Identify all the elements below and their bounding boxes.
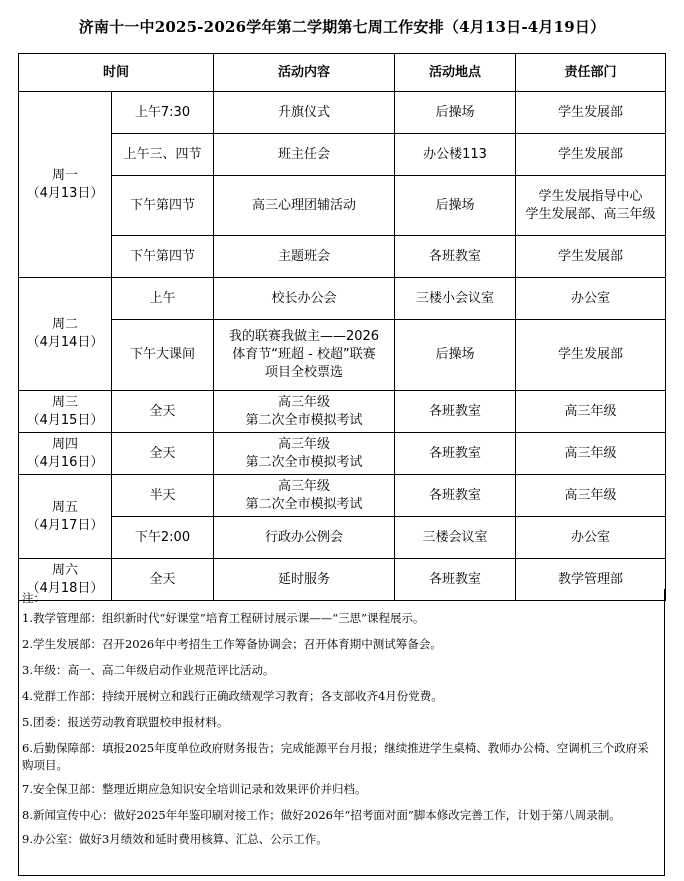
table-row: [19, 176, 666, 236]
day-date: （4月13日）: [26, 185, 104, 201]
content-cell: 高三心理团辅活动: [214, 176, 395, 236]
dept-cell: 学生发展指导中心 学生发展部、高三年级: [516, 176, 666, 236]
dept-cell: 高三年级: [516, 391, 666, 433]
dept-cell: 办公室: [516, 517, 666, 559]
content-cell: 行政办公例会: [214, 517, 395, 559]
header-time: 时间: [19, 54, 214, 92]
header-place: 活动地点: [395, 54, 516, 92]
table-row: [19, 320, 666, 391]
place-cell: 各班教室: [395, 475, 516, 517]
day-name: 周六: [51, 562, 78, 578]
note-item: 9.办公室：做好3月绩效和延时费用核算、汇总、公示工作。: [22, 832, 328, 846]
day-date: （4月18日）: [26, 580, 104, 596]
header-content: 活动内容: [214, 54, 395, 92]
dept-cell: 学生发展部: [516, 236, 666, 278]
dept-cell: 高三年级: [516, 433, 666, 475]
place-cell: 后操场: [395, 320, 516, 391]
schedule-body: [19, 92, 666, 601]
dept-cell: 学生发展部: [516, 92, 666, 134]
place-cell: 三楼会议室: [395, 517, 516, 559]
place-cell: 各班教室: [395, 433, 516, 475]
time-cell: 下午大课间: [112, 320, 214, 391]
day-name: 周二: [51, 317, 78, 332]
day-cell: [19, 433, 112, 475]
table-row: [19, 134, 666, 176]
day-date: （4月15日）: [26, 412, 104, 428]
day-date: （4月17日）: [26, 517, 104, 533]
content-cell: 主题班会: [214, 236, 395, 278]
time-cell: 上午: [112, 278, 214, 320]
place-cell: 各班教室: [395, 391, 516, 433]
table-row: [19, 92, 666, 134]
time-cell: 下午第四节: [112, 236, 214, 278]
dept-cell: 高三年级: [516, 475, 666, 517]
content-cell: 我的联赛我做主——2026 体育节“班超 - 校超”联赛 项目全校票选: [214, 320, 395, 391]
time-cell: 上午三、四节: [112, 134, 214, 176]
dept-cell: 学生发展部: [516, 134, 666, 176]
note-item: 5.团委：报送劳动教育联盟校申报材料。: [22, 715, 229, 729]
time-cell: 下午2:00: [112, 517, 214, 559]
place-cell: 后操场: [395, 176, 516, 236]
time-cell: 全天: [112, 559, 214, 601]
table-row: [19, 391, 666, 433]
day-date: （4月16日）: [26, 454, 104, 470]
content-cell: 高三年级 第二次全市模拟考试: [214, 433, 395, 475]
notes-label: 注：: [22, 591, 45, 605]
table-row: [19, 475, 666, 517]
content-cell: 高三年级 第二次全市模拟考试: [214, 475, 395, 517]
place-cell: 办公楼113: [395, 134, 516, 176]
time-cell: 下午第四节: [112, 176, 214, 236]
dept-cell: 办公室: [516, 278, 666, 320]
schedule-table: [18, 53, 666, 601]
time-cell: 全天: [112, 391, 214, 433]
note-item: 8.新闻宣传中心：做好2025年年鉴印刷对接工作；做好2026年“招考面对面”脚本修改完善工作，计划于第八周录制。: [22, 808, 621, 822]
note-item: 1.教学管理部：组织新时代“好课堂”培育工程研讨展示课——“三思”课程展示。: [22, 611, 425, 625]
content-cell: 班主任会: [214, 134, 395, 176]
note-item: 7.安全保卫部：整理近期应急知识安全培训记录和效果评价并归档。: [22, 782, 367, 796]
place-cell: 后操场: [395, 92, 516, 134]
time-cell: 半天: [112, 475, 214, 517]
note-item: 2.学生发展部：召开2026年中考招生工作筹备协调会；召开体育期中测试筹备会。: [22, 637, 442, 651]
header-row: [19, 54, 666, 92]
time-cell: 全天: [112, 433, 214, 475]
day-cell: [19, 92, 112, 278]
header-dept: 责任部门: [516, 54, 666, 92]
content-cell: 升旗仪式: [214, 92, 395, 134]
day-name: 周三: [51, 394, 78, 410]
table-row: [19, 517, 666, 559]
day-cell: [19, 278, 112, 391]
place-cell: 各班教室: [395, 559, 516, 601]
note-item: 4.党群工作部：持续开展树立和践行正确政绩观学习教育；各支部收齐4月份党费。: [22, 689, 443, 703]
dept-cell: 学生发展部: [516, 320, 666, 391]
table-row: [19, 236, 666, 278]
day-name: 周五: [51, 499, 78, 515]
day-cell: [19, 475, 112, 559]
table-row: [19, 433, 666, 475]
note-item: 6.后勤保障部：填报2025年度单位政府财务报告；完成能源平台月报；继续推进学生桌椅、教师办公椅、空调机三个政府采购项目。: [22, 741, 649, 772]
content-cell: 高三年级 第二次全市模拟考试: [214, 391, 395, 433]
note-item: 3.年级：高一、高二年级启动作业规范评比活动。: [22, 663, 275, 677]
dept-cell: 教学管理部: [516, 559, 666, 601]
day-name: 周一: [51, 167, 78, 183]
notes-section: [18, 589, 665, 876]
content-cell: 延时服务: [214, 559, 395, 601]
place-cell: 三楼小会议室: [395, 278, 516, 320]
table-row: [19, 278, 666, 320]
place-cell: 各班教室: [395, 236, 516, 278]
day-cell: [19, 391, 112, 433]
page-title: 济南十一中2025-2026学年第二学期第七周工作安排（4月13日-4月19日）: [78, 18, 606, 36]
day-date: （4月14日）: [26, 335, 104, 350]
day-name: 周四: [51, 436, 78, 452]
content-cell: 校长办公会: [214, 278, 395, 320]
time-cell: 上午7:30: [112, 92, 214, 134]
